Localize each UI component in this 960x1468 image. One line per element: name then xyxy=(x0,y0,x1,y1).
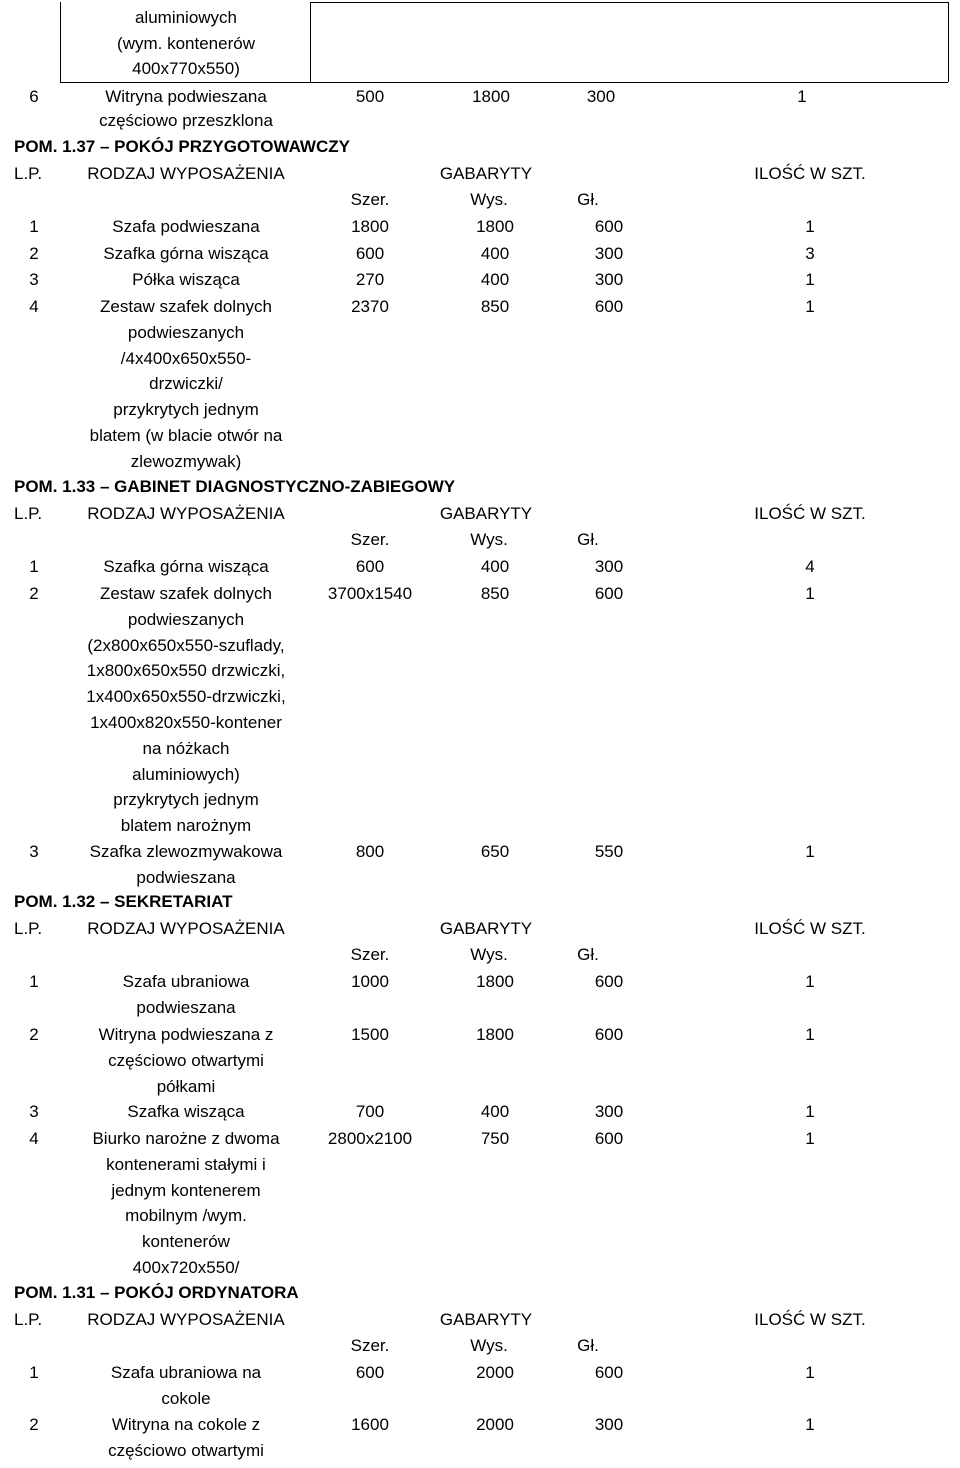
quantity: 1 xyxy=(805,1102,815,1121)
dim-height: 850 xyxy=(480,584,510,603)
item-name-line: kontenerów xyxy=(142,1232,230,1252)
item-name-line: blatem narożnym xyxy=(120,816,252,836)
row-number: 2 xyxy=(29,244,39,263)
quantity: 1 xyxy=(805,1025,815,1044)
section-title: POM. 1.32 – SEKRETARIAT xyxy=(14,892,233,911)
dim-width: 800 xyxy=(355,842,385,861)
header-width: Szer. xyxy=(350,190,390,209)
dim-width: 1500 xyxy=(351,1025,389,1044)
header-quantity: ILOŚĆ W SZT. xyxy=(754,1310,866,1329)
row-number: 2 xyxy=(29,584,39,603)
item-name-line: częściowo otwartymi xyxy=(108,1050,264,1070)
row-number: 1 xyxy=(29,972,39,991)
row-number: 3 xyxy=(29,270,39,289)
item-name-line: Biurko narożne z dwoma xyxy=(92,1129,280,1148)
dim-height: 400 xyxy=(480,244,510,263)
dim-depth: 300 xyxy=(594,1415,624,1434)
header-width: Szer. xyxy=(350,945,390,964)
row-number: 4 xyxy=(29,1129,39,1148)
dim-width: 500 xyxy=(355,87,385,106)
header-dimensions: GABARYTY xyxy=(439,919,533,938)
header-width: Szer. xyxy=(350,1336,390,1355)
dim-depth: 300 xyxy=(594,557,624,576)
header-quantity: ILOŚĆ W SZT. xyxy=(754,164,866,183)
header-item-type: RODZAJ WYPOSAŻENIA xyxy=(87,919,285,938)
item-name-line: częściowo przeszklona xyxy=(99,111,273,130)
table-border xyxy=(948,2,949,82)
row-number: 4 xyxy=(29,297,39,316)
header-item-type: RODZAJ WYPOSAŻENIA xyxy=(87,1310,285,1329)
dim-depth: 600 xyxy=(594,217,624,236)
dim-depth: 300 xyxy=(594,270,624,289)
header-depth: Gł. xyxy=(577,190,599,209)
item-name-line: na nóżkach xyxy=(142,738,230,758)
header-lp: L.P. xyxy=(14,164,43,183)
item-name-line: podwieszanych xyxy=(127,322,245,342)
dim-height: 1800 xyxy=(476,1025,514,1044)
dim-height: 2000 xyxy=(476,1363,514,1382)
row-number: 1 xyxy=(29,217,39,236)
row-number: 1 xyxy=(29,1363,39,1382)
dim-height: 750 xyxy=(480,1129,510,1148)
dim-depth: 600 xyxy=(594,972,624,991)
dim-height: 2000 xyxy=(476,1415,514,1434)
dim-height: 400 xyxy=(480,557,510,576)
item-name-line: 1x400x650x550-drzwiczki, xyxy=(86,687,286,707)
header-height: Wys. xyxy=(470,1336,508,1355)
table-border xyxy=(310,2,949,3)
item-name-line: aluminiowych) xyxy=(132,764,240,784)
item-name-line: zlewozmywak) xyxy=(130,451,242,471)
dim-width: 3700x1540 xyxy=(327,584,413,603)
dim-height: 1800 xyxy=(476,217,514,236)
header-height: Wys. xyxy=(470,530,508,549)
section-title: POM. 1.31 – POKÓJ ORDYNATORA xyxy=(14,1283,299,1302)
dim-height: 650 xyxy=(480,842,510,861)
section-title: POM. 1.37 – POKÓJ PRZYGOTOWAWCZY xyxy=(14,137,350,156)
quantity: 1 xyxy=(797,87,807,106)
item-name-line: 1x400x820x550-kontener xyxy=(90,713,282,732)
header-depth: Gł. xyxy=(577,1336,599,1355)
item-name-line: Szafka górna wisząca xyxy=(103,557,269,576)
quantity: 1 xyxy=(805,584,815,603)
item-name-line: Szafa podwieszana xyxy=(112,217,260,236)
item-name-line: kontenerami stałymi i xyxy=(106,1154,266,1174)
item-name-line: (wym. kontenerów xyxy=(117,33,255,53)
dim-depth: 300 xyxy=(586,87,616,106)
item-name-line: Witryna podwieszana z xyxy=(98,1025,274,1044)
dim-height: 400 xyxy=(480,1102,510,1121)
header-quantity: ILOŚĆ W SZT. xyxy=(754,504,866,523)
header-height: Wys. xyxy=(470,945,508,964)
header-width: Szer. xyxy=(350,530,390,549)
row-number: 3 xyxy=(29,842,39,861)
header-item-type: RODZAJ WYPOSAŻENIA xyxy=(87,504,285,523)
header-lp: L.P. xyxy=(14,1310,43,1329)
item-name-line: Szafa ubraniowa xyxy=(122,972,250,991)
section-title: POM. 1.33 – GABINET DIAGNOSTYCZNO-ZABIEGOWY xyxy=(14,477,456,496)
row-number: 1 xyxy=(29,557,39,576)
item-name-line: 400x720x550/ xyxy=(132,1258,240,1277)
header-dimensions: GABARYTY xyxy=(439,164,533,183)
header-height: Wys. xyxy=(470,190,508,209)
item-name-line: Witryna podwieszana xyxy=(105,87,267,106)
item-name-line: cokole xyxy=(161,1388,211,1408)
quantity: 1 xyxy=(805,972,815,991)
dim-height: 850 xyxy=(480,297,510,316)
dim-depth: 550 xyxy=(594,842,624,861)
row-number: 2 xyxy=(29,1025,39,1044)
header-quantity: ILOŚĆ W SZT. xyxy=(754,919,866,938)
table-border xyxy=(60,82,948,83)
dim-depth: 600 xyxy=(594,1025,624,1044)
item-name-line: przykrytych jednym xyxy=(113,400,259,420)
item-name-line: półkami xyxy=(156,1076,216,1096)
header-depth: Gł. xyxy=(577,530,599,549)
item-name-line: Półka wisząca xyxy=(132,270,240,289)
item-name-line: przykrytych jednym xyxy=(113,790,259,810)
header-lp: L.P. xyxy=(14,504,43,523)
dim-width: 600 xyxy=(355,557,385,576)
quantity: 1 xyxy=(805,297,815,316)
dim-width: 2370 xyxy=(351,297,389,316)
item-name-line: 1x800x650x550 drzwiczki, xyxy=(86,661,286,681)
dim-height: 1800 xyxy=(476,972,514,991)
quantity: 1 xyxy=(805,217,815,236)
item-name-line: Zestaw szafek dolnych xyxy=(100,584,272,603)
item-name-line: Szafka zlewozmywakowa xyxy=(89,842,283,861)
item-name-line: podwieszana xyxy=(136,997,236,1017)
dim-depth: 300 xyxy=(594,1102,624,1121)
quantity: 4 xyxy=(805,557,815,576)
item-name-line: podwieszana xyxy=(136,867,236,887)
item-name-line: Szafka górna wisząca xyxy=(103,244,269,263)
table-border xyxy=(60,2,61,82)
dim-width: 600 xyxy=(355,244,385,263)
table-border xyxy=(310,2,311,82)
item-name-line: drzwiczki/ xyxy=(149,374,223,394)
dim-width: 2800x2100 xyxy=(327,1129,413,1148)
header-dimensions: GABARYTY xyxy=(439,1310,533,1329)
row-number: 6 xyxy=(29,87,39,106)
header-dimensions: GABARYTY xyxy=(439,504,533,523)
item-name-line: blatem (w blacie otwór na xyxy=(89,426,283,445)
item-name-line: Szafka wisząca xyxy=(127,1102,245,1121)
dim-depth: 600 xyxy=(594,1363,624,1382)
dim-width: 1000 xyxy=(351,972,389,991)
dim-height: 400 xyxy=(480,270,510,289)
item-name-line: podwieszanych xyxy=(127,609,245,629)
item-name-line: Witryna na cokole z xyxy=(111,1415,261,1434)
item-name-line: aluminiowych xyxy=(134,8,238,27)
quantity: 1 xyxy=(805,1129,815,1148)
row-number: 2 xyxy=(29,1415,39,1434)
quantity: 1 xyxy=(805,270,815,289)
dim-width: 270 xyxy=(355,270,385,289)
header-lp: L.P. xyxy=(14,919,43,938)
item-name-line: częściowo otwartymi xyxy=(108,1440,264,1460)
item-name-line: Szafa ubraniowa na xyxy=(110,1363,262,1382)
dim-height: 1800 xyxy=(472,87,510,106)
dim-width: 700 xyxy=(355,1102,385,1121)
dim-depth: 300 xyxy=(594,244,624,263)
quantity: 1 xyxy=(805,842,815,861)
item-name-line: mobilnym /wym. xyxy=(125,1206,247,1226)
dim-depth: 600 xyxy=(594,1129,624,1148)
quantity: 3 xyxy=(805,244,815,263)
header-depth: Gł. xyxy=(577,945,599,964)
row-number: 3 xyxy=(29,1102,39,1121)
dim-depth: 600 xyxy=(594,584,624,603)
item-name-line: Zestaw szafek dolnych xyxy=(100,297,272,316)
item-name-line: jednym kontenerem xyxy=(111,1180,261,1200)
header-item-type: RODZAJ WYPOSAŻENIA xyxy=(87,164,285,183)
dim-width: 1600 xyxy=(351,1415,389,1434)
quantity: 1 xyxy=(805,1363,815,1382)
item-name-line: (2x800x650x550-szuflady, xyxy=(87,635,285,655)
dim-width: 1800 xyxy=(351,217,389,236)
item-name-line: 400x770x550) xyxy=(132,59,240,78)
dim-width: 600 xyxy=(355,1363,385,1382)
dim-depth: 600 xyxy=(594,297,624,316)
item-name-line: /4x400x650x550- xyxy=(120,348,252,368)
quantity: 1 xyxy=(805,1415,815,1434)
